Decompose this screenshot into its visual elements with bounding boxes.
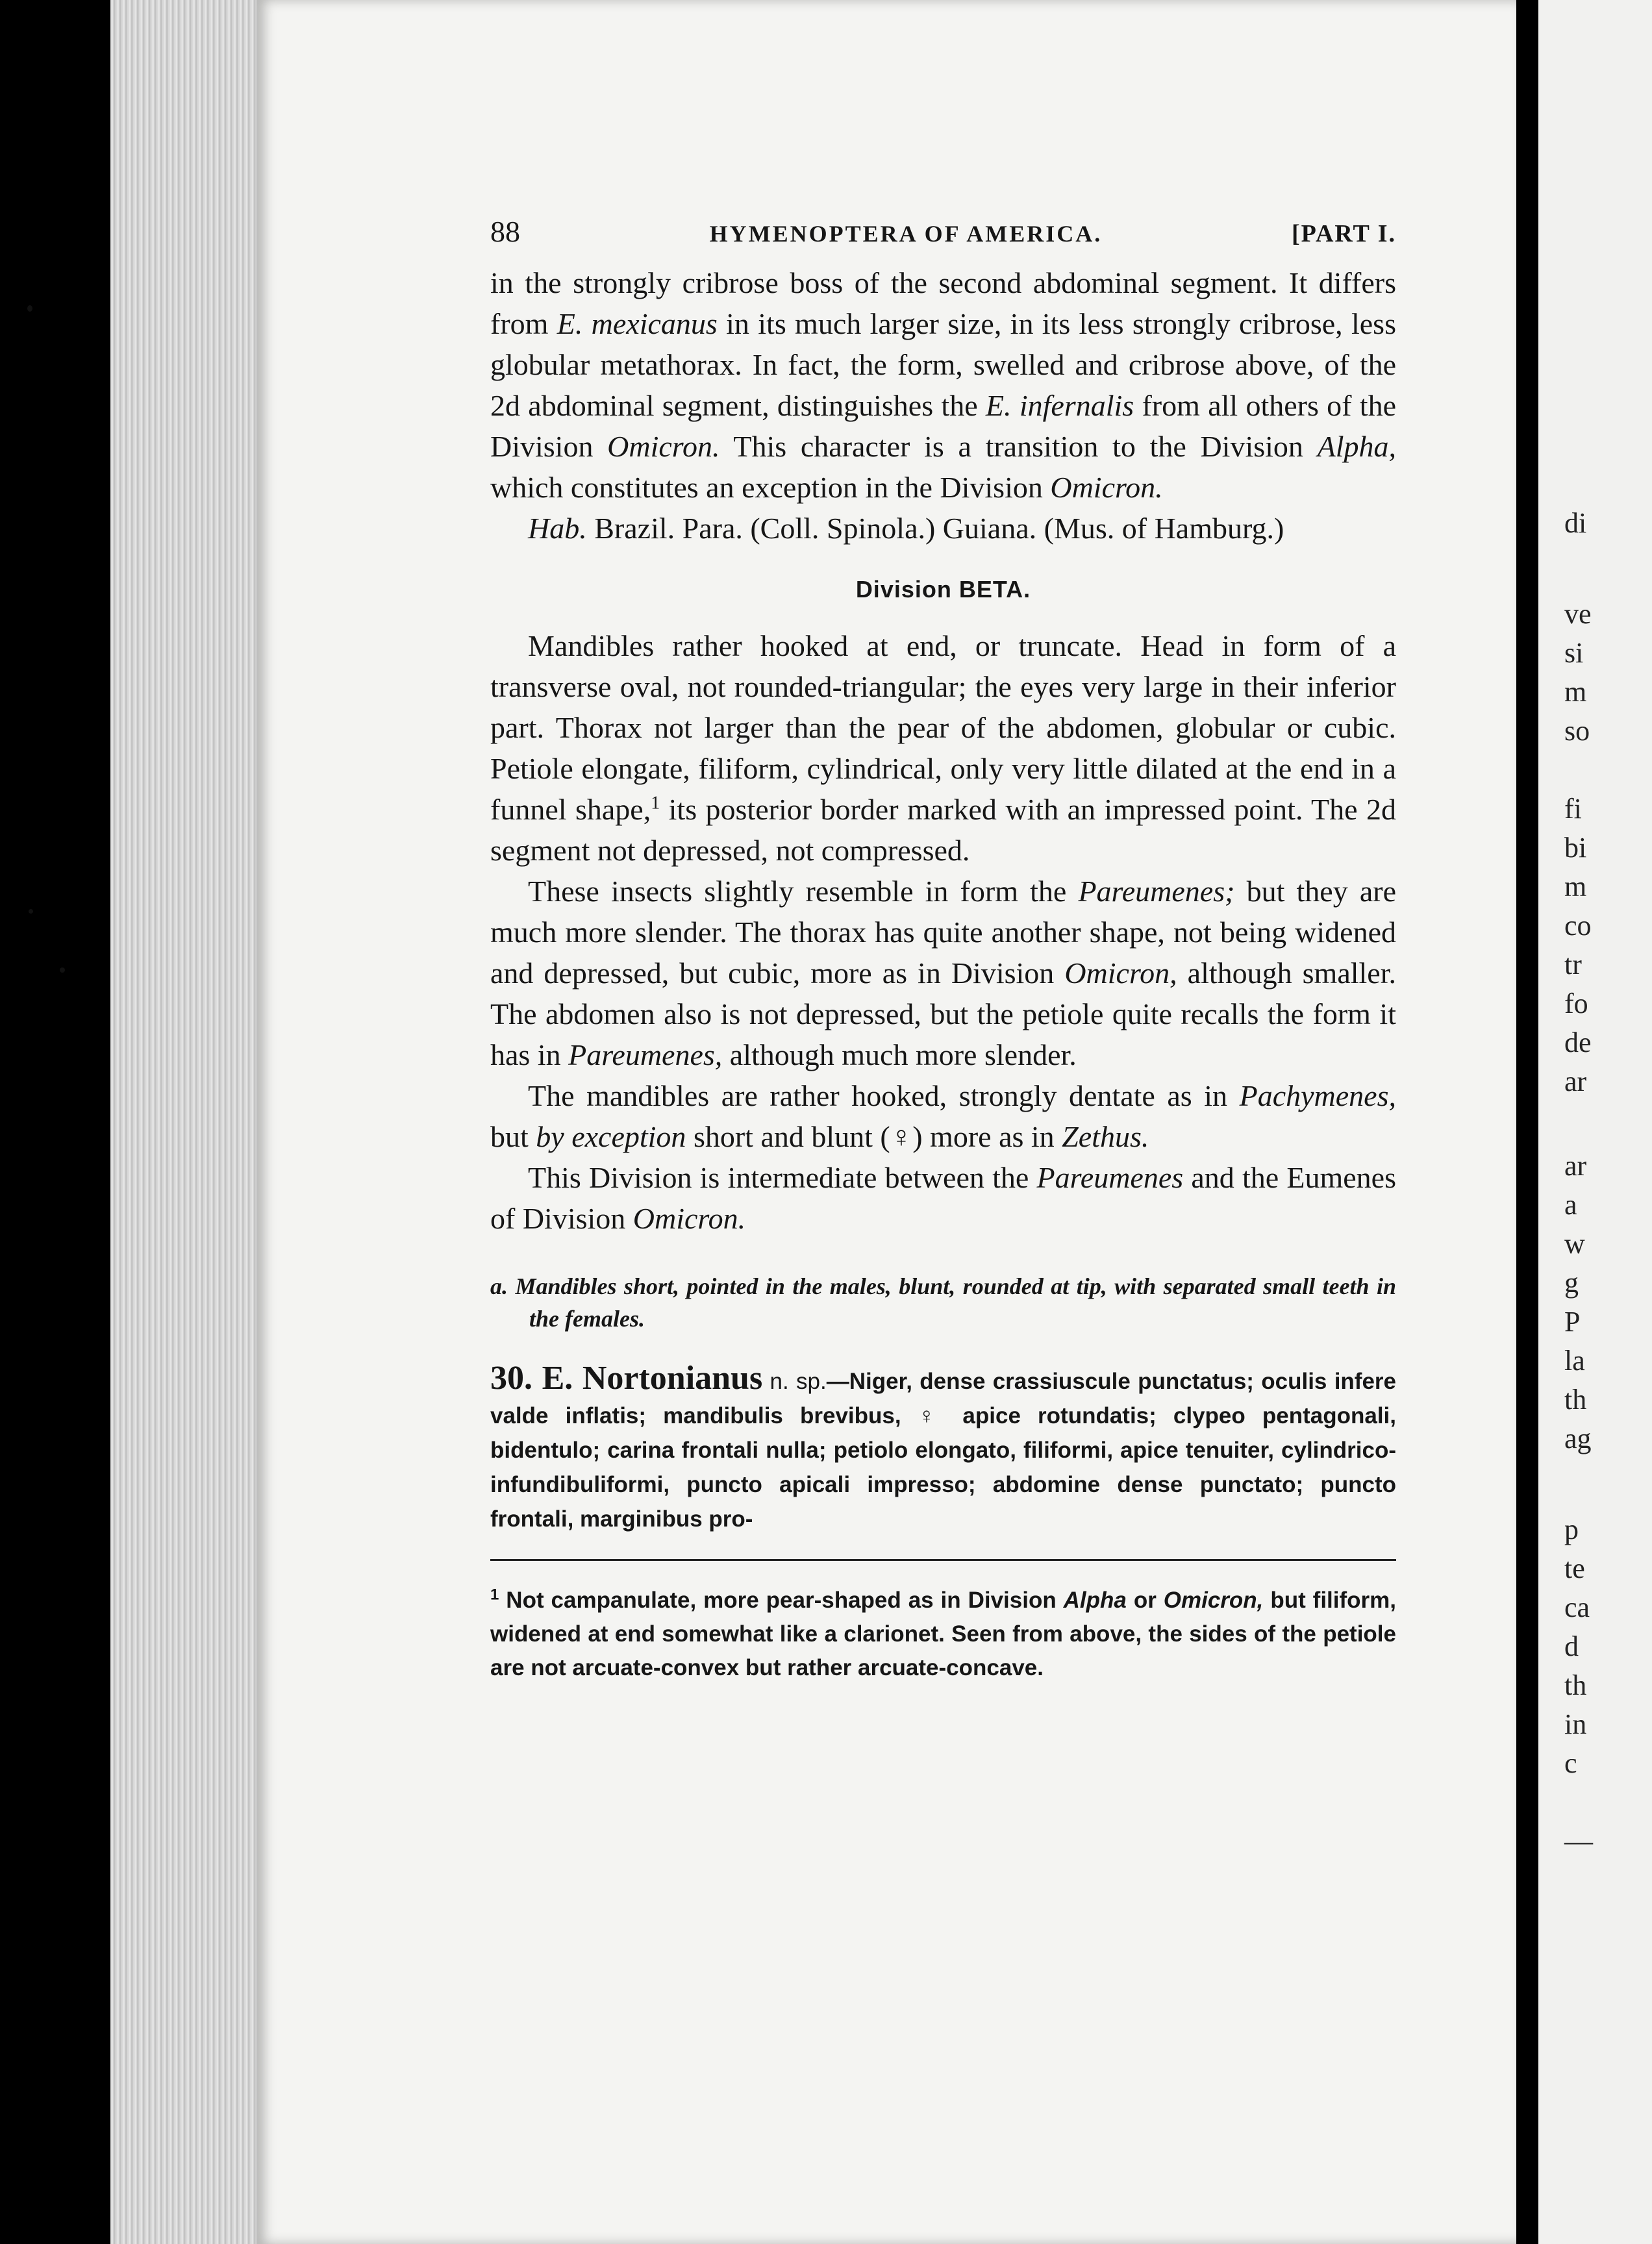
footnote-number: 1 bbox=[490, 1586, 499, 1604]
text-run: but bbox=[490, 1120, 536, 1153]
italic-run: by exception bbox=[536, 1120, 686, 1153]
text-run: from all others of the Division bbox=[490, 389, 1396, 463]
italic-run: Omicron. bbox=[632, 1202, 746, 1235]
speck bbox=[29, 909, 33, 914]
italic-run: Pareumenes, bbox=[568, 1038, 723, 1071]
text-run: or bbox=[1126, 1588, 1164, 1613]
facing-page-edge bbox=[1538, 0, 1652, 2244]
facing-page-fragment: bi bbox=[1564, 832, 1587, 864]
page-content bbox=[490, 214, 1396, 1708]
facing-page-fragment: si bbox=[1564, 637, 1584, 669]
text-run: although much more slender. bbox=[722, 1038, 1077, 1071]
page-stack-edge bbox=[110, 0, 260, 2244]
italic-run: E. infernalis bbox=[985, 389, 1134, 422]
text-run: which constitutes an exception in the Division bbox=[490, 471, 1051, 504]
facing-page-fragment: la bbox=[1564, 1345, 1585, 1377]
footnote bbox=[490, 1584, 1396, 1685]
part-label: [PART I. bbox=[1291, 220, 1396, 247]
speck bbox=[60, 967, 65, 973]
division-heading: Division BETA. bbox=[855, 576, 1031, 603]
text-run: in its much larger size, in its less strongly cribrose, less globular metathorax. In fact, the form, swelled and cribrose above, of the 2d abdominal segment, distinguishes the bbox=[490, 307, 1396, 422]
species-tag: n. sp. bbox=[762, 1369, 827, 1394]
facing-page-fragment: th bbox=[1564, 1384, 1587, 1415]
facing-page-fragment: p bbox=[1564, 1514, 1579, 1545]
gutter bbox=[1516, 0, 1538, 2244]
text-run: but filiform, widened at end somewhat like a clarionet. Seen from above, the sides of the petiole are not arcuate-convex but rather arcuate-concave. bbox=[490, 1588, 1396, 1680]
text-run: its posterior border marked with an impressed point. The 2d segment not depressed, not compressed. bbox=[490, 793, 1396, 867]
species-diagnosis: —Niger, dense crassiuscule punctatus; oculis infere valde inflatis; mandibulis brevibus, ♀ apice rotundatis; clypeo pentagonali, bidentulo; carina frontali nulla; petiolo elongato, filiformi, apice tenuiter, cylindrico-infundibuliformi, puncto apicali impresso; abdomine dense punctato; puncto frontali, marginibus pro- bbox=[490, 1369, 1397, 1532]
footnote-rule bbox=[490, 1559, 1396, 1561]
facing-page-fragment: ar bbox=[1564, 1150, 1587, 1182]
intermediate-paragraph bbox=[490, 1157, 1396, 1239]
running-header bbox=[490, 214, 1396, 262]
text-run: Brazil. Para. (Coll. Spinola.) Guiana. (Mus. of Hamburg.) bbox=[586, 512, 1284, 545]
italic-run: Pareumenes bbox=[1036, 1161, 1184, 1194]
facing-page-fragment: — bbox=[1564, 1825, 1593, 1857]
text-run: The mandibles are rather hooked, strongly dentate as in bbox=[528, 1079, 1240, 1112]
text-run: and the Eumenes of Division bbox=[490, 1161, 1396, 1235]
italic-run: Pareumenes; bbox=[1078, 875, 1235, 908]
facing-page-fragment: w bbox=[1564, 1228, 1585, 1260]
italic-run: Hab. bbox=[528, 512, 587, 545]
italic-run: E. mexicanus bbox=[557, 307, 718, 340]
text-run: This character is a transition to the Division bbox=[720, 430, 1318, 463]
text-run: short and blunt (♀) more as in bbox=[686, 1120, 1062, 1153]
facing-page-fragment: g bbox=[1564, 1267, 1579, 1299]
italic-run: Omicron. bbox=[607, 430, 720, 463]
italic-run: Pachymenes, bbox=[1239, 1079, 1396, 1112]
paragraph-continuation bbox=[490, 262, 1396, 508]
comparison-paragraph bbox=[490, 871, 1396, 1075]
key-letter: a. bbox=[490, 1273, 508, 1299]
text-run: Mandibles rather hooked at end, or truncate. Head in form of a transverse oval, not rounded-triangular; the eyes very large in their inferior part. Thorax not larger than the pear of the abdomen, globular or cubic. Petiole elongate, filiform, cylindrical, only very little dilated at the end in a funnel shape, bbox=[490, 629, 1396, 826]
facing-page-fragment: co bbox=[1564, 910, 1592, 941]
key-entry-a bbox=[490, 1270, 1396, 1335]
facing-page-fragment: fi bbox=[1564, 793, 1582, 825]
page-number: 88 bbox=[490, 215, 520, 248]
text-run: This Division is intermediate between the bbox=[528, 1161, 1037, 1194]
key-text: Mandibles short, pointed in the males, blunt, rounded at tip, with separated small teeth in the females. bbox=[515, 1273, 1396, 1332]
facing-page-fragment: ag bbox=[1564, 1423, 1592, 1454]
facing-page-fragment: in bbox=[1564, 1708, 1587, 1740]
facing-page-fragment: fo bbox=[1564, 988, 1588, 1019]
facing-page-fragment: ar bbox=[1564, 1066, 1587, 1097]
facing-page-fragment: m bbox=[1564, 871, 1587, 903]
italic-run: Zethus. bbox=[1062, 1120, 1149, 1153]
speck bbox=[27, 305, 32, 312]
running-title: HYMENOPTERA OF AMERICA. bbox=[709, 221, 1103, 247]
mandibles-paragraph bbox=[490, 1075, 1396, 1157]
facing-page-fragment: P bbox=[1564, 1306, 1581, 1338]
species-description bbox=[490, 1361, 1396, 1536]
text-run: in the strongly cribrose boss of the second abdominal segment. It differs from bbox=[490, 266, 1396, 340]
facing-page-fragment: de bbox=[1564, 1027, 1592, 1058]
facing-page-fragment: th bbox=[1564, 1669, 1587, 1701]
italic-run: Omicron. bbox=[1050, 471, 1163, 504]
text-run: but they are much more slender. The thorax has quite another shape, not being widened and depressed, but cubic, more as in Division bbox=[490, 875, 1396, 990]
facing-page-fragment: ve bbox=[1564, 598, 1592, 630]
division-description bbox=[490, 625, 1396, 871]
facing-page-fragment: m bbox=[1564, 676, 1587, 708]
species-title: 30. E. Nortonianus bbox=[490, 1360, 763, 1397]
italic-run: Alpha, bbox=[1317, 430, 1396, 463]
italic-run: Omicron, bbox=[1064, 956, 1177, 990]
facing-page-fragment: ca bbox=[1564, 1591, 1590, 1623]
habitat-paragraph bbox=[490, 508, 1396, 549]
text-run: Not campanulate, more pear-shaped as in Division bbox=[499, 1588, 1064, 1613]
facing-page-fragment: c bbox=[1564, 1747, 1577, 1779]
facing-page-fragment: te bbox=[1564, 1552, 1585, 1584]
text-run: These insects slightly resemble in form the bbox=[528, 875, 1079, 908]
text-run: although smaller. The abdomen also is not depressed, but the petiole quite recalls the form it has in bbox=[490, 956, 1396, 1071]
facing-page-fragment: d bbox=[1564, 1630, 1579, 1662]
facing-page-fragment: a bbox=[1564, 1189, 1577, 1221]
facing-page-fragment: di bbox=[1564, 507, 1587, 539]
italic-run: Alpha bbox=[1063, 1588, 1127, 1613]
footnote-marker: 1 bbox=[651, 793, 660, 814]
facing-page-fragment: so bbox=[1564, 715, 1590, 747]
left-dark-edge bbox=[0, 0, 110, 2244]
facing-page-fragment: tr bbox=[1564, 949, 1582, 980]
italic-run: Omicron, bbox=[1163, 1588, 1264, 1613]
